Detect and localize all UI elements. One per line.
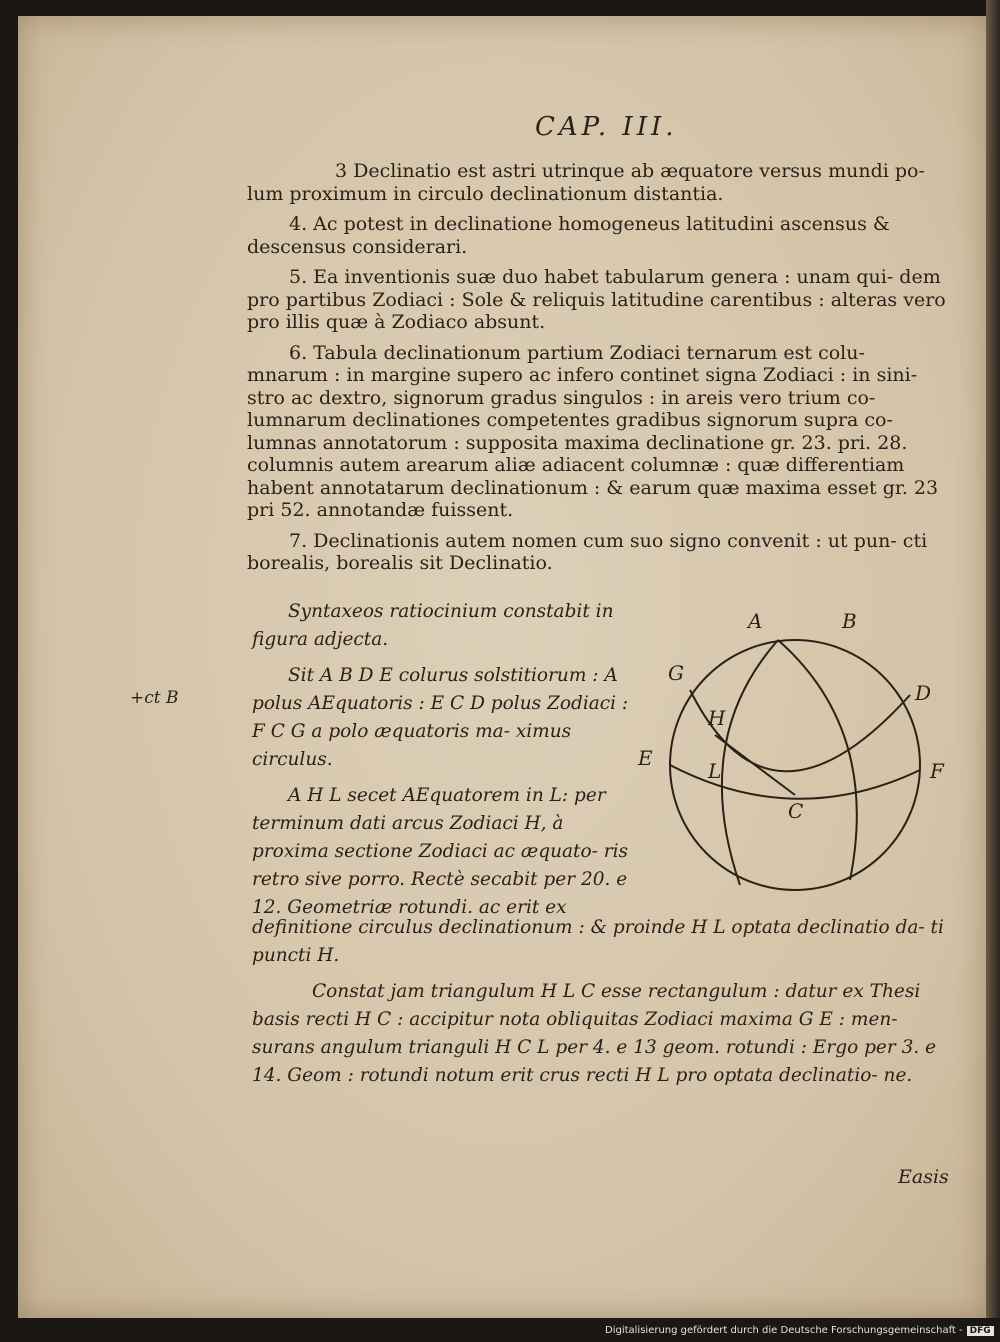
paragraph-3: 3 Declinatio est astri utrinque ab æquatore versus mundi po- lum proximum in circulo declinationum distantia. — [247, 160, 925, 205]
footer-text: Digitalisierung gefördert durch die Deutsche Forschungsgemeinschaft - — [605, 1325, 963, 1336]
paragraph-7: 7. Declinationis autem nomen cum suo signo convenit : ut pun- cti borealis, borealis sit Declinatio. — [247, 529, 928, 574]
chapter-header: CAP. III. — [535, 112, 678, 142]
syntax-para-2: Sit A B D E colurus solstitiorum : A polus AEquatoris : E C D polus Zodiaci : F C G a polo æquatoris ma- ximus circulus. — [252, 665, 629, 770]
paragraph-6: 6. Tabula declinationum partium Zodiaci ternarum est colu- mnarum : in margine supero ac infero continet signa Zodiaci : in sini- stro ac dextro, signorum gradus singulos : in areis vero trium co- lumnarum declinationes competentes gradibus signorum supra co- lumnas annotatorum : supposita maxima declinatione gr. 23. pri. 28. columnis autem arearum aliæ adiacent columnæ : quæ differentiam habent annotatarum declinationum : & earum quæ maxima esset gr. 23 pri 52. annotandæ fuissent. — [247, 341, 939, 521]
label-e: E — [638, 746, 653, 770]
paragraph-5: 5. Ea inventionis suæ duo habet tabularum genera : unam qui- dem pro partibus Zodiaci : Sole & reliquis latitudine carentibus : alteras vero pro illis quæ à Zodiaco absunt. — [247, 266, 946, 333]
catchword: Easis — [898, 1166, 949, 1188]
meridian-arc — [778, 640, 857, 880]
syntax-text — [252, 598, 642, 930]
label-d: D — [915, 681, 932, 705]
label-a: A — [748, 609, 763, 633]
paragraph-4: 4. Ac potest in declinatione homogeneus latitudini ascensus & descensus considerari. — [247, 213, 890, 258]
digitization-footer — [605, 1325, 994, 1336]
label-f: F — [930, 759, 944, 783]
label-c: C — [788, 799, 804, 823]
hl-line — [715, 735, 795, 795]
syntax-para-1: Syntaxeos ratiocinium constabit in figura adjecta. — [252, 601, 614, 650]
dfg-logo: DFG — [967, 1326, 994, 1336]
label-h: H — [708, 706, 726, 730]
continued-text — [252, 914, 962, 1098]
label-l: L — [708, 759, 722, 783]
continued-para-1: definitione circulus declinationum : & proinde H L optata declinatio da- ti puncti H. — [252, 917, 944, 966]
continued-para-2: Constat jam triangulum H L C esse rectangulum : datur ex Thesi basis recti H C : accipitur nota obliquitas Zodiaci maxima G E : men- surans angulum trianguli H C L per 4. e 13 geom. rotundi : Ergo per 3. e 14. Geom : rotundi notum erit crus recti H L pro optata declinatio- ne. — [252, 981, 937, 1086]
syntax-para-3: A H L secet AEquatorem in L: per terminum dati arcus Zodiaci H, à proxima sectione Zodiaci ac æquato- ris retro sive porro. Rectè secabit per 20. e 12. Geometriæ rotundi. ac erit ex — [252, 785, 629, 918]
label-g: G — [668, 661, 684, 685]
sphere-diagram — [630, 600, 960, 900]
page-edge — [986, 0, 1000, 1318]
text-block — [247, 160, 947, 583]
label-b: B — [842, 609, 857, 633]
margin-note: +ct B — [130, 688, 179, 708]
